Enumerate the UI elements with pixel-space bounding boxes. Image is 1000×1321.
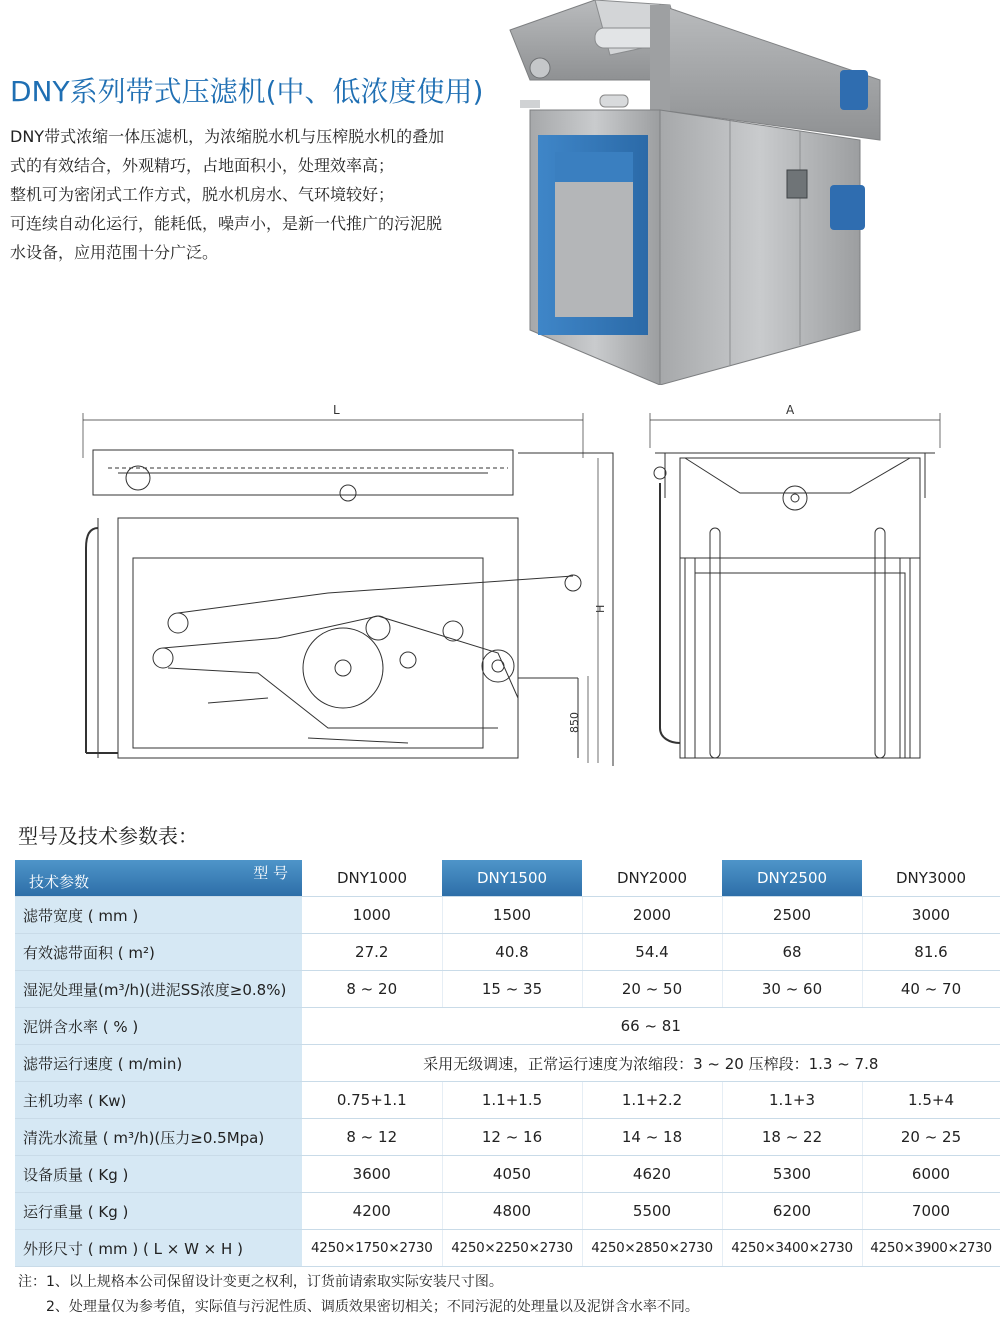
table-cell: 1000 <box>302 897 442 934</box>
table-cell: 4200 <box>302 1193 442 1230</box>
table-cell: 7000 <box>862 1193 1000 1230</box>
row-label: 设备质量 ( Kg ) <box>15 1156 302 1193</box>
note-line: 注：1、以上规格本公司保留设计变更之权利，订货前请索取实际安装尺寸图。 <box>18 1274 503 1290</box>
machine-photo <box>500 0 1000 385</box>
table-cell: 4800 <box>442 1193 582 1230</box>
table-corner-cell <box>15 860 302 897</box>
intro-line: 式的有效结合，外观精巧，占地面积小，处理效率高； <box>10 156 395 175</box>
table-cell: 1.1+1.5 <box>442 1082 582 1119</box>
table-cell: 1.1+3 <box>722 1082 862 1119</box>
table-cell: 27.2 <box>302 934 442 971</box>
table-cell: 1.1+2.2 <box>582 1082 722 1119</box>
table-cell: 3600 <box>302 1156 442 1193</box>
notes <box>18 1270 699 1320</box>
table-cell-merged: 66 ~ 81 <box>302 1008 1000 1045</box>
table-row <box>15 1082 1000 1119</box>
table-cell-merged: 采用无级调速，正常运行速度为浓缩段：3 ~ 20 压榨段：1.3 ~ 7.8 <box>302 1045 1000 1082</box>
table-cell: 6200 <box>722 1193 862 1230</box>
table-cell: 4250×2850×2730 <box>582 1230 722 1267</box>
table-cell: 20 ~ 50 <box>582 971 722 1008</box>
table-cell: 5300 <box>722 1156 862 1193</box>
table-cell: 40.8 <box>442 934 582 971</box>
table-title: 型号及技术参数表： <box>18 824 198 848</box>
intro-text <box>10 122 500 267</box>
page-title: DNY系列带式压滤机(中、低浓度使用) <box>10 75 484 108</box>
table-cell: 8 ~ 12 <box>302 1119 442 1156</box>
model-header: DNY2500 <box>722 860 862 897</box>
table-row <box>15 971 1000 1008</box>
table-row <box>15 1008 1000 1045</box>
row-label: 泥饼含水率 ( % ) <box>15 1008 302 1045</box>
table-cell: 6000 <box>862 1156 1000 1193</box>
table-row <box>15 1230 1000 1267</box>
table-row <box>15 897 1000 934</box>
table-cell: 4620 <box>582 1156 722 1193</box>
row-label: 清洗水流量 ( m³/h)(压力≥0.5Mpa) <box>15 1119 302 1156</box>
table-cell: 12 ~ 16 <box>442 1119 582 1156</box>
dim-l-label: L <box>333 403 340 417</box>
table-cell: 18 ~ 22 <box>722 1119 862 1156</box>
table-cell: 81.6 <box>862 934 1000 971</box>
row-label: 滤带宽度 ( mm ) <box>15 897 302 934</box>
model-header: DNY1500 <box>442 860 582 897</box>
row-label: 有效滤带面积 ( m²) <box>15 934 302 971</box>
corner-model-label: 型 号 <box>253 864 288 882</box>
table-cell: 4250×3400×2730 <box>722 1230 862 1267</box>
table-cell: 5500 <box>582 1193 722 1230</box>
side-view-drawing <box>78 398 618 778</box>
table-row <box>15 1119 1000 1156</box>
table-row <box>15 934 1000 971</box>
note-line: 2、处理量仅为参考值，实际值与污泥性质、调质效果密切相关；不同污泥的处理量以及泥饼含水率不同。 <box>46 1299 699 1315</box>
dim-h-label: H <box>594 604 607 613</box>
dim-a-label: A <box>786 403 795 417</box>
model-header: DNY3000 <box>862 860 1000 897</box>
table-cell: 3000 <box>862 897 1000 934</box>
intro-line: DNY带式浓缩一体压滤机，为浓缩脱水机与压榨脱水机的叠加 <box>10 127 445 146</box>
table-cell: 4250×1750×2730 <box>302 1230 442 1267</box>
intro-line: 水设备，应用范围十分广泛。 <box>10 243 219 262</box>
table-cell: 4250×2250×2730 <box>442 1230 582 1267</box>
model-header: DNY2000 <box>582 860 722 897</box>
table-cell: 15 ~ 35 <box>442 971 582 1008</box>
table-cell: 1.5+4 <box>862 1082 1000 1119</box>
row-label: 湿泥处理量(m³/h)(进泥SS浓度≥0.8%) <box>15 971 302 1008</box>
table-row <box>15 1156 1000 1193</box>
table-header-row <box>15 860 1000 897</box>
table-cell: 54.4 <box>582 934 722 971</box>
front-view-drawing <box>640 398 950 778</box>
row-label: 主机功率 ( Kw) <box>15 1082 302 1119</box>
table-cell: 14 ~ 18 <box>582 1119 722 1156</box>
table-cell: 2000 <box>582 897 722 934</box>
table-cell: 8 ~ 20 <box>302 971 442 1008</box>
spec-table <box>15 860 1000 1267</box>
table-cell: 0.75+1.1 <box>302 1082 442 1119</box>
table-cell: 20 ~ 25 <box>862 1119 1000 1156</box>
table-cell: 1500 <box>442 897 582 934</box>
table-cell: 2500 <box>722 897 862 934</box>
intro-line: 可连续自动化运行，能耗低，噪声小，是新一代推广的污泥脱 <box>10 214 443 233</box>
intro-line: 整机可为密闭式工作方式，脱水机房水、气环境较好； <box>10 185 395 204</box>
model-header: DNY1000 <box>302 860 442 897</box>
table-cell: 4250×3900×2730 <box>862 1230 1000 1267</box>
row-label: 外形尺寸 ( mm ) ( L × W × H ) <box>15 1230 302 1267</box>
table-cell: 68 <box>722 934 862 971</box>
table-cell: 30 ~ 60 <box>722 971 862 1008</box>
row-label: 运行重量 ( Kg ) <box>15 1193 302 1230</box>
table-cell: 40 ~ 70 <box>862 971 1000 1008</box>
table-row <box>15 1045 1000 1082</box>
corner-param-label: 技术参数 <box>29 873 90 891</box>
table-row <box>15 1193 1000 1230</box>
table-cell: 4050 <box>442 1156 582 1193</box>
dim-850-label: 850 <box>568 712 581 733</box>
row-label: 滤带运行速度 ( m/min) <box>15 1045 302 1082</box>
